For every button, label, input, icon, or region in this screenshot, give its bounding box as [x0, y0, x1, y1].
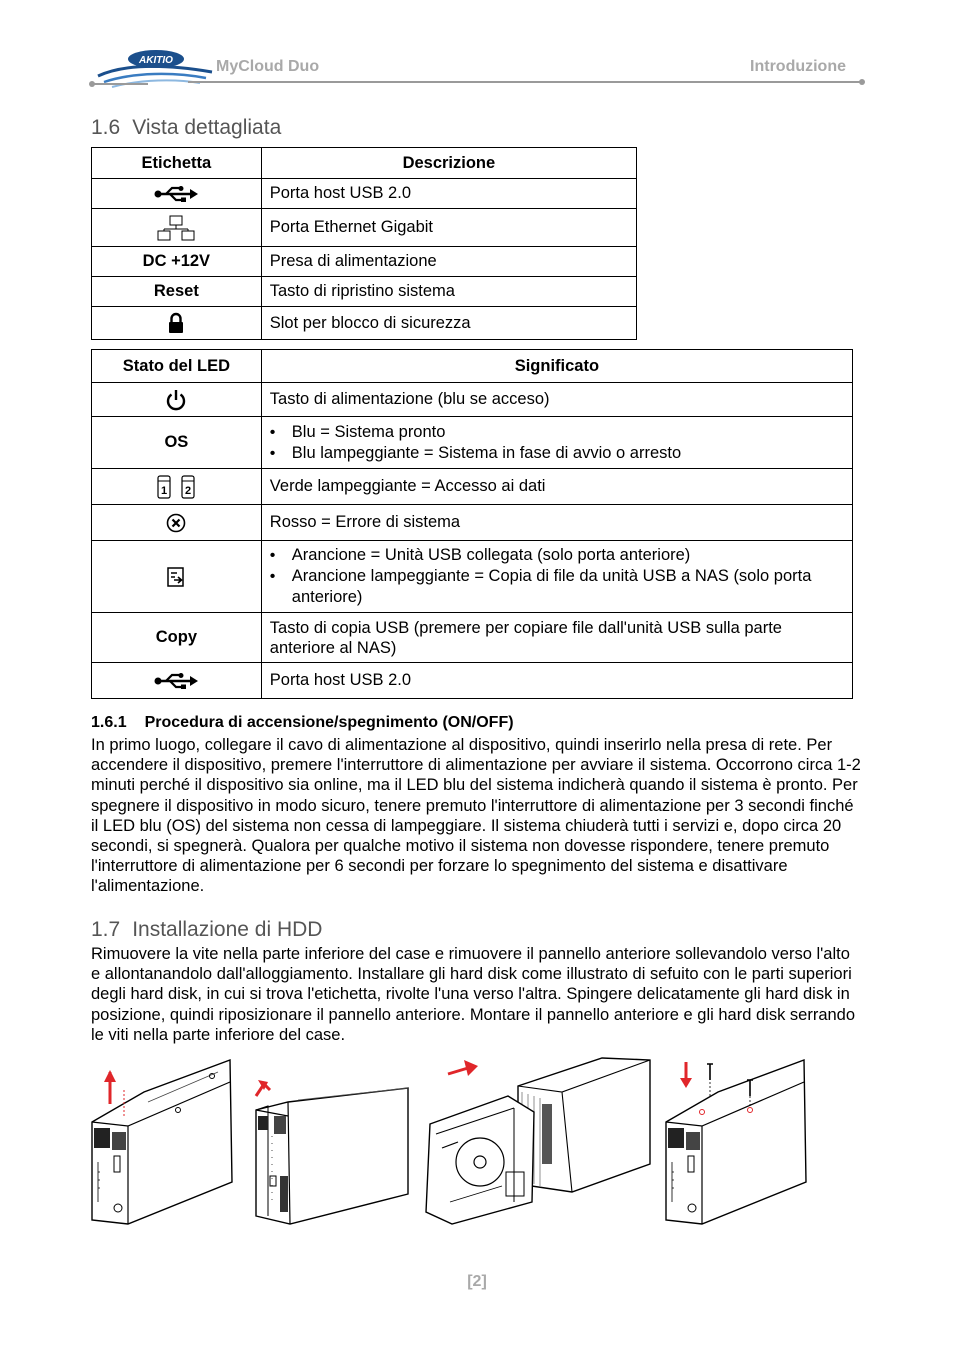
error-icon — [166, 513, 186, 533]
step1-illustration — [88, 1052, 238, 1230]
section-title: Installazione di HDD — [132, 918, 323, 941]
list-item: • Blu = Sistema pronto — [292, 422, 844, 443]
table-row — [92, 307, 637, 340]
table-header: Significato — [261, 350, 852, 383]
section-number: 1.6 — [91, 116, 121, 139]
usb-icon — [154, 186, 198, 202]
table-header: Stato del LED — [92, 350, 262, 383]
table-cell: Porta host USB 2.0 — [261, 179, 636, 209]
table-cell: Presa di alimentazione — [261, 247, 636, 277]
label-table — [91, 147, 637, 340]
header-product: MyCloud Duo — [216, 58, 320, 75]
table-row — [92, 277, 637, 307]
bullet-list — [270, 422, 844, 464]
table-row — [92, 613, 853, 663]
subsection-title: Procedura di accensione/spegnimento (ON/OFF) — [144, 714, 514, 731]
hdd-2-label: 2 — [185, 484, 192, 497]
hdd-1-2-icon — [156, 475, 196, 499]
header — [0, 0, 954, 95]
bullet-list — [270, 545, 844, 608]
table-row — [92, 469, 853, 505]
step3-illustration — [422, 1052, 654, 1232]
table-header: Descrizione — [261, 148, 636, 179]
table-row — [92, 541, 853, 613]
section-heading-1-6 — [91, 116, 293, 140]
subsection-number: 1.6.1 — [91, 714, 127, 731]
table-header: Etichetta — [92, 148, 262, 179]
section-number: 1.7 — [91, 918, 121, 941]
table-row — [92, 247, 637, 277]
step4-illustration — [664, 1052, 812, 1230]
lock-icon — [168, 312, 184, 334]
table-cell: Tasto di ripristino sistema — [261, 277, 636, 307]
usb-icon — [154, 673, 198, 689]
table-cell: Slot per blocco di sicurezza — [261, 307, 636, 340]
list-item: • Blu lampeggiante = Sistema in fase di avvio o arresto — [292, 443, 844, 464]
ethernet-icon — [157, 215, 195, 241]
table-label: DC +12V — [92, 247, 262, 277]
table-label: Reset — [92, 277, 262, 307]
table-label: Copy — [92, 613, 262, 663]
logo-text: AKITIO — [139, 55, 173, 66]
section-title: Vista dettagliata — [132, 116, 282, 139]
power-icon — [165, 389, 187, 411]
hdd-install-text: Rimuovere la vite nella parte inferiore del case e rimuovere il pannello anteriore sollevandolo verso l'alto e allontanandolo dall'alloggiamento. Installare gli hard disk come illustrato di sefuito con le parti superiori degli hard disk, in cui si trova l'etichetta, rivolte l'una verso l'altra. Spingere delicatamente gli hard disk in posizione, quindi riposizionare il pannello anteriore. Montare il pannello anteriore e gli hard disk serrando le viti nella parte inferiore del case. — [91, 945, 856, 1044]
table-row — [92, 417, 853, 469]
header-rule — [88, 76, 868, 90]
step2-illustration — [250, 1076, 415, 1226]
hdd-1-label: 1 — [161, 484, 168, 497]
list-item: • Arancione = Unità USB collegata (solo porta anteriore) — [292, 545, 844, 566]
table-cell: Tasto di alimentazione (blu se acceso) — [261, 383, 852, 417]
table-cell: Verde lampeggiante = Accesso ai dati — [261, 469, 852, 505]
table-row — [92, 209, 637, 247]
subsection-heading-1-6-1 — [91, 714, 514, 732]
table-row — [92, 505, 853, 541]
table-cell: Porta host USB 2.0 — [261, 663, 852, 699]
table-cell: Rosso = Errore di sistema — [261, 505, 852, 541]
table-row — [92, 383, 853, 417]
table-label: OS — [92, 417, 262, 469]
list-item: • Arancione lampeggiante = Copia di file da unità USB a NAS (solo porta anteriore) — [292, 566, 844, 608]
header-section: Introduzione — [750, 58, 846, 75]
page-number: [2] — [467, 1273, 487, 1290]
led-table — [91, 349, 853, 699]
table-cell: Tasto di copia USB (premere per copiare file dall'unità USB sulla parte anteriore al NAS) — [261, 613, 852, 663]
table-row — [92, 179, 637, 209]
table-row — [92, 663, 853, 699]
usb-copy-icon — [165, 566, 187, 588]
power-procedure-text: In primo luogo, collegare il cavo di alimentazione al dispositivo, quindi inserirlo nella presa di rete. Per accendere il dispositivo, premere l'interruttore di alimentazione per avviare il sistema. Occorrono circa 1-2 minuti perché il dispositivo sia online, ma il LED blu del sistema indicherà quando il sistema è pronto. Per spegnere il dispositivo in modo sicuro, tenere premuto l'interruttore di alimentazione per 3 secondi finché il LED blu (OS) del sistema non cessa di lampeggiare. Il sistema chiuderà tutti i servizi e, dopo circa 20 secondi, si spegnerà. Qualora per qualche motivo il sistema non dovesse rispondere, tenere premuto l'interruttore di alimentazione per 6 secondi per forzare lo spegnimento del sistema e disattivare l'alimentazione. — [91, 736, 861, 896]
section-heading-1-7 — [91, 918, 334, 942]
table-cell: Porta Ethernet Gigabit — [261, 209, 636, 247]
hdd-install-illustrations — [88, 1052, 818, 1232]
